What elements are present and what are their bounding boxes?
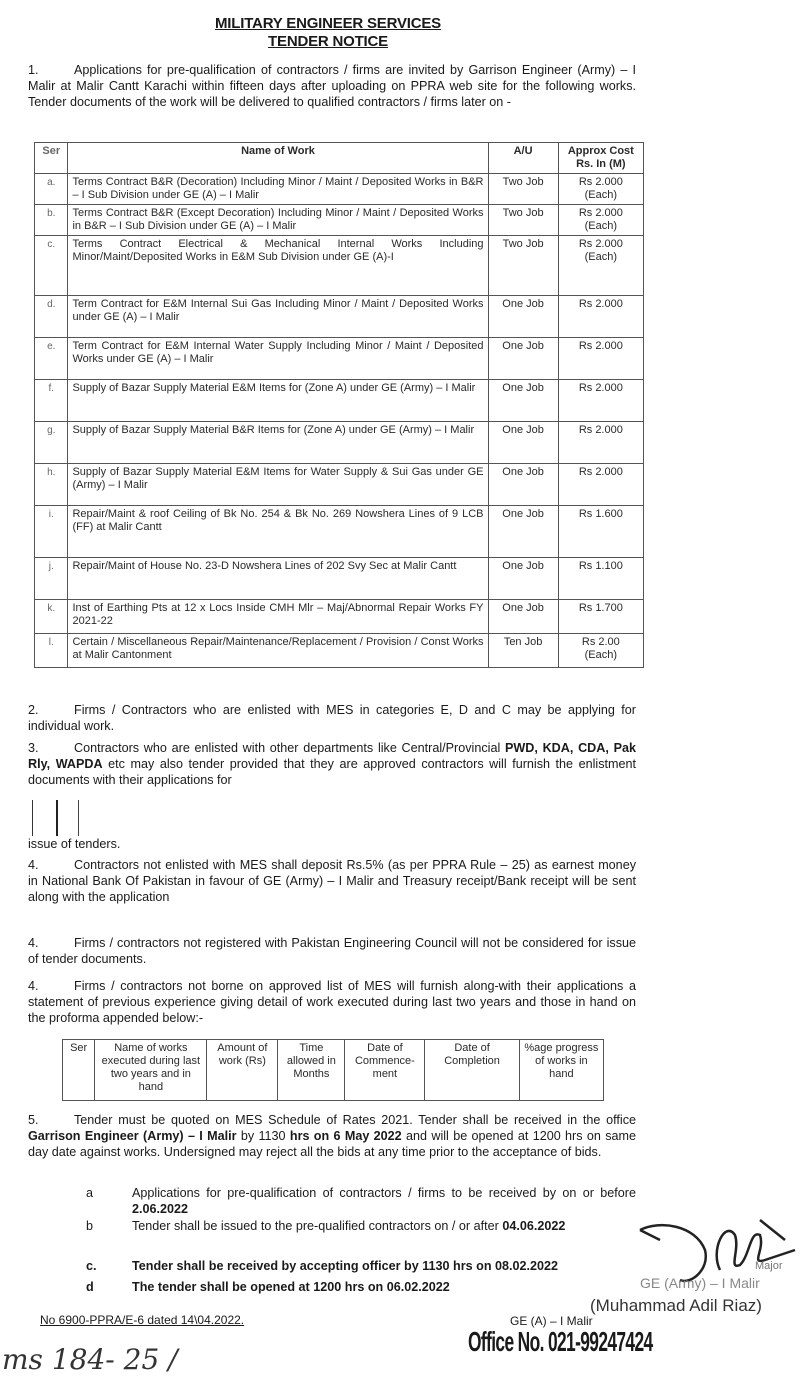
- au-cell: Two Job: [488, 205, 558, 236]
- sub-item-date: 08.02.2022: [495, 1259, 559, 1273]
- proforma-table: [62, 1039, 604, 1101]
- paragraph-text-bold: PWD, KDA, CDA, Pak Rly, WAPDA: [28, 741, 636, 771]
- paragraph-text: and will be opened at 1200 hrs on same day date against works. Undersigned may reject all the bids at any time prior to the acceptance of bids.: [28, 1129, 637, 1159]
- cost-cell: [558, 558, 643, 600]
- cost-cell: [558, 634, 643, 668]
- paragraph-2: [28, 702, 636, 734]
- cost-value: Rs 2.000: [578, 238, 623, 250]
- signatory-rank: Major: [755, 1260, 783, 1272]
- table-row: [35, 558, 644, 600]
- paragraph-5: [28, 1112, 636, 1160]
- work-name-cell: Terms Contract Electrical & Mechanical Internal Works Including Minor/Maint/Deposited Works in E&M Sub Division under GE (A)-I: [68, 236, 488, 296]
- table-row: [35, 464, 644, 506]
- paragraph-1: [28, 62, 636, 110]
- paragraph-3: [28, 740, 636, 788]
- ser-cell: i.: [35, 506, 68, 558]
- au-cell: Two Job: [488, 174, 558, 205]
- sub-item-text: [132, 1185, 636, 1217]
- sub-item-description: The tender shall be opened at 1200 hrs on: [132, 1280, 384, 1294]
- cost-cell: [558, 422, 643, 464]
- table-row: [35, 600, 644, 634]
- paragraph-number: 4.: [28, 979, 39, 993]
- paragraph-4a: [28, 857, 636, 905]
- work-name-cell: Repair/Maint & roof Ceiling of Bk No. 254 & Bk No. 269 Nowshera Lines of 9 LCB (FF) at Malir Cantt: [68, 506, 488, 558]
- au-cell: Two Job: [488, 236, 558, 296]
- sub-item-letter: c.: [86, 1259, 97, 1273]
- table-row: [35, 174, 644, 205]
- paragraph-4c: [28, 978, 636, 1026]
- proforma-header-cell: Amount of work (Rs): [207, 1040, 278, 1101]
- table-row: [35, 422, 644, 464]
- au-cell: One Job: [488, 600, 558, 634]
- handwritten-note: ms 184- 25 /: [2, 1343, 178, 1376]
- ser-cell: l.: [35, 634, 68, 668]
- header-au: A/U: [488, 143, 558, 174]
- ser-cell: d.: [35, 296, 68, 338]
- proforma-header-cell: Date of Commence-ment: [345, 1040, 425, 1101]
- ser-cell: a.: [35, 174, 68, 205]
- paragraph-text: Firms / contractors not borne on approved list of MES will furnish along-with their applications a statement of previous experience giving detail of work executed during last two years and those in hand on the proforma appended below:-: [28, 979, 636, 1025]
- au-cell: One Job: [488, 558, 558, 600]
- sub-item-description: Tender shall be issued to the pre-qualified contractors on / or after: [132, 1219, 499, 1233]
- ser-cell: f.: [35, 380, 68, 422]
- cost-note: (Each): [584, 189, 618, 201]
- table-row: [35, 380, 644, 422]
- table-row: [35, 506, 644, 558]
- sub-item: [86, 1279, 636, 1295]
- cost-cell: [558, 296, 643, 338]
- sub-item-letter: d: [86, 1280, 94, 1294]
- cost-value: Rs 2.000: [578, 424, 623, 436]
- au-cell: One Job: [488, 338, 558, 380]
- au-cell: One Job: [488, 464, 558, 506]
- header-ser: Ser: [35, 143, 68, 174]
- cost-value: Rs 1.600: [578, 508, 623, 520]
- cost-note: (Each): [584, 649, 618, 661]
- cost-cell: [558, 205, 643, 236]
- proforma-header-cell: Name of works executed during last two years and in hand: [95, 1040, 207, 1101]
- paragraph-text: etc may also tender provided that they are approved contractors will furnish the enlistment documents with their applications for: [28, 757, 637, 787]
- proforma-header-cell: Time allowed in Months: [278, 1040, 345, 1101]
- cost-value: Rs 2.000: [578, 207, 623, 219]
- sub-item-text: [132, 1218, 636, 1234]
- sub-item-text: [132, 1279, 636, 1295]
- cost-note: (Each): [584, 251, 618, 263]
- sub-item: [86, 1218, 636, 1234]
- work-name-cell: Terms Contract B&R (Decoration) Including Minor / Maint / Deposited Works in B&R – I Sub Division under GE (A) – I Malir: [68, 174, 488, 205]
- paragraph-text: by 1130: [240, 1129, 286, 1143]
- header-cost-line1: Approx Cost: [567, 145, 634, 157]
- cost-cell: [558, 464, 643, 506]
- sub-item-date: 04.06.2022: [502, 1219, 566, 1233]
- reference-number: No 6900-PPRA/E-6 dated 14\04.2022.: [40, 1313, 245, 1327]
- sub-item-text: [132, 1258, 636, 1274]
- paragraph-text: Applications for pre-qualification of contractors / firms are invited by Garrison Engineer (Army) – I Malir at Malir Cantt Karachi within fifteen days after uploading on PPRA web site for the following works. Tender documents of the work will be delivered to qualified contractors / firms later on -: [28, 63, 636, 109]
- cost-value: Rs 2.00: [581, 636, 620, 648]
- header-approx-cost: [558, 143, 643, 174]
- work-name-cell: Supply of Bazar Supply Material E&M Items for Water Supply & Sui Gas under GE (Army) – I Malir: [68, 464, 488, 506]
- paragraph-number: 4.: [28, 858, 39, 872]
- sub-item-letter: b: [86, 1219, 94, 1233]
- office-phone-stamp: Office No. 021-99247424: [468, 1326, 653, 1357]
- table-row: [35, 205, 644, 236]
- cost-value: Rs 1.700: [578, 602, 623, 614]
- document-subtitle: TENDER NOTICE: [268, 33, 388, 50]
- sub-item-letter: a: [86, 1186, 94, 1200]
- cost-value: Rs 2.000: [578, 382, 623, 394]
- work-name-cell: Terms Contract B&R (Except Decoration) Including Minor / Maint / Deposited Works in B&R – I Sub Division under GE (A) – I Malir: [68, 205, 488, 236]
- work-name-cell: Term Contract for E&M Internal Sui Gas Including Minor / Maint / Deposited Works under GE (A) – I Malir: [68, 296, 488, 338]
- cost-cell: [558, 506, 643, 558]
- cost-cell: [558, 338, 643, 380]
- au-cell: Ten Job: [488, 634, 558, 668]
- paragraph-number: 5.: [28, 1113, 39, 1127]
- sub-item-date: 2.06.2022: [132, 1202, 189, 1216]
- work-name-cell: Term Contract for E&M Internal Water Supply Including Minor / Maint / Deposited Works under GE (A) – I Malir: [68, 338, 488, 380]
- ser-cell: b.: [35, 205, 68, 236]
- ser-cell: j.: [35, 558, 68, 600]
- cost-cell: [558, 380, 643, 422]
- header-cost-line2: Rs. In (M): [576, 158, 626, 170]
- cost-value: Rs 2.000: [578, 176, 623, 188]
- stamp-label: GE (Army) – I Malir: [640, 1275, 760, 1291]
- cost-cell: [558, 174, 643, 205]
- deadline-date: hrs on 6 May 2022: [289, 1129, 402, 1143]
- cost-cell: [558, 600, 643, 634]
- work-name-cell: Repair/Maint of House No. 23-D Nowshera Lines of 202 Svy Sec at Malir Cantt: [68, 558, 488, 600]
- signatory-name: (Muhammad Adil Riaz): [590, 1296, 762, 1315]
- office-name: Garrison Engineer (Army) – I Malir: [28, 1129, 237, 1143]
- table-header-row: [35, 143, 644, 174]
- work-name-cell: Inst of Earthing Pts at 12 x Locs Inside CMH Mlr – Maj/Abnormal Repair Works FY 2021-22: [68, 600, 488, 634]
- table-row: [35, 338, 644, 380]
- paragraph-number: 3.: [28, 741, 39, 755]
- au-cell: One Job: [488, 506, 558, 558]
- ser-cell: e.: [35, 338, 68, 380]
- sub-item-description: Applications for pre-qualification of contractors / firms to be received by on or before: [132, 1186, 636, 1200]
- au-cell: One Job: [488, 296, 558, 338]
- paragraph-number: 4.: [28, 936, 39, 950]
- table-row: [35, 236, 644, 296]
- proforma-header-cell: Ser: [63, 1040, 95, 1101]
- sub-item-description: Tender shall be received by accepting officer by 1130 hrs on: [132, 1259, 492, 1273]
- table-row: [35, 634, 644, 668]
- work-name-cell: Supply of Bazar Supply Material E&M Items for (Zone A) under GE (Army) – I Malir: [68, 380, 488, 422]
- signatory-office: GE (A) – I Malir: [510, 1314, 593, 1328]
- cost-value: Rs 2.000: [578, 466, 623, 478]
- ser-cell: k.: [35, 600, 68, 634]
- cost-value: Rs 2.000: [578, 298, 623, 310]
- paragraph-number: 2.: [28, 703, 39, 717]
- table-row: [35, 296, 644, 338]
- work-name-cell: Supply of Bazar Supply Material B&R Items for (Zone A) under GE (Army) – I Malir: [68, 422, 488, 464]
- au-cell: One Job: [488, 422, 558, 464]
- paragraph-text: Contractors who are enlisted with other departments like Central/Provincial: [74, 741, 501, 755]
- cost-note: (Each): [584, 220, 618, 232]
- paragraph-text: Tender must be quoted on MES Schedule of Rates 2021. Tender shall be received in the office: [74, 1113, 636, 1127]
- proforma-header-cell: %age progress of works in hand: [519, 1040, 603, 1101]
- paragraph-text: Firms / Contractors who are enlisted with MES in categories E, D and C may be applying for individual work.: [28, 703, 636, 733]
- paragraph-3-continued: issue of tenders.: [28, 837, 121, 851]
- ser-cell: g.: [35, 422, 68, 464]
- ser-cell: h.: [35, 464, 68, 506]
- works-table: [34, 142, 644, 668]
- proforma-header-row: [63, 1040, 604, 1101]
- sub-item: [86, 1185, 636, 1217]
- document-title: MILITARY ENGINEER SERVICES: [215, 15, 441, 32]
- work-name-cell: Certain / Miscellaneous Repair/Maintenance/Replacement / Provision / Const Works at Malir Cantonment: [68, 634, 488, 668]
- proforma-header-cell: Date of Completion: [425, 1040, 519, 1101]
- paragraph-text: Firms / contractors not registered with Pakistan Engineering Council will not be considered for issue of tender documents.: [28, 936, 636, 966]
- header-name-of-work: Name of Work: [68, 143, 488, 174]
- paragraph-number: 1.: [28, 63, 39, 77]
- au-cell: One Job: [488, 380, 558, 422]
- scan-artifact-lines: [32, 800, 82, 840]
- sub-item: [86, 1258, 636, 1274]
- paragraph-text: Contractors not enlisted with MES shall deposit Rs.5% (as per PPRA Rule – 25) as earnest money in National Bank Of Pakistan in favour of GE (Army) – I Malir and Treasury receipt/Bank receipt will be sent along with the application: [28, 858, 636, 904]
- ser-cell: c.: [35, 236, 68, 296]
- cost-value: Rs 2.000: [578, 340, 623, 352]
- paragraph-4b: [28, 935, 636, 967]
- cost-value: Rs 1.100: [578, 560, 623, 572]
- sub-item-date: 06.02.2022: [386, 1280, 450, 1294]
- cost-cell: [558, 236, 643, 296]
